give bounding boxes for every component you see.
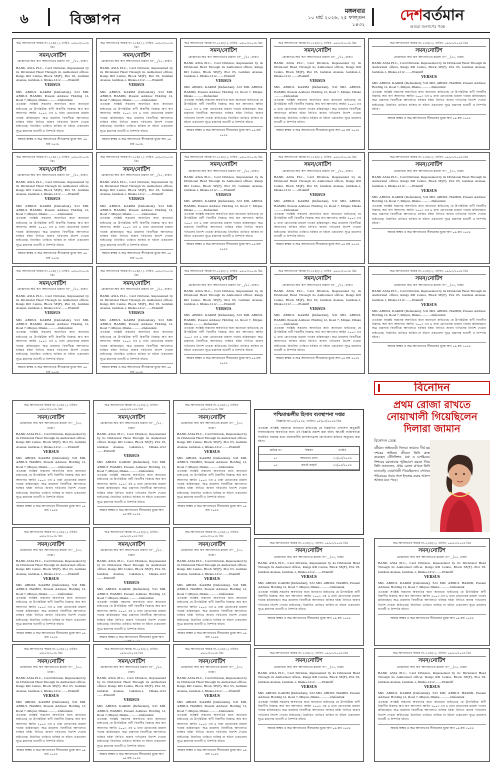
ad-defendant: MD. ABDUL KARIM (Defendant), S/O MD. ABDUL HAMID, Present Address: Holding 12, Road 7, Mirpur, Dhaka ............Defendant <box>274 85 361 98</box>
ad-body: এতদ্বারা সংশ্লিষ্ট সকলের অবগতির জন্য জানানো যাইতেছে যে উপরিউক্ত বাদী বিবাদীর বিরুদ্ধে অর্থ ঋণ আদালত আইন ২০০৩ এর ৬ ধারা মোতাবেক মামলা দায়ের করিয়াছেন। অত্র মামলায় বিবাদীকে আদালতে হাজির হইয়া লিখিত জবাব দাখিলের নির্দেশ দেওয়া যাইতেছে। নির্ধারিত তারিখে হাজির না হইলে একতরফা সূত্রে মামলার শুনানী ও নিষ্পত্তি হইবে। <box>100 216 173 247</box>
ad-plaintiff: BANK ASIA PLC., Card Division, Represented by its Divisional Head Through its Authorized officer, Rangs RD Centre, Block SE(F), Plot 03, Gulshan Avenue, Gulshan-1, Dhaka-1212 ........Plaintiff <box>177 676 247 693</box>
ad-court: মোকাদ্দমা অর্থ ঋণ আদালতের মামলা নং-__/২৫, ঢাকা। <box>188 54 259 59</box>
notice-subtitle: বিজ্ঞপ্তি নং-০৩/২০২৬, তারিখ: ০৮/০৩/২০২৬ খ্রিঃ <box>276 419 342 424</box>
ad-court: মোকাদ্দমা অর্থ ঋণ আদালতের মামলা নং-__/২৫, ঢাকা। <box>393 282 465 287</box>
ad-body: এতদ্বারা সংশ্লিষ্ট সকলের অবগতির জন্য জানানো যাইতেছে যে উপরিউক্ত বাদী বিবাদীর বিরুদ্ধে অর্থ ঋণ আদালত আইন ২০০৩ এর ৬ ধারা মোতাবেক মামলা দায়ের করিয়াছেন। অত্র মামলায় বিবাদীকে আদালতে হাজির হইয়া লিখিত জবাব দাখিলের নির্দেশ দেওয়া যাইতেছে। নির্ধারিত তারিখে হাজির না হইলে একতরফা সূত্রে মামলার শুনানী ও নিষ্পত্তি হইবে। <box>378 699 486 722</box>
court-summons-ad <box>173 400 251 525</box>
table-cell: আবেদন গ্রহণ <box>300 455 318 460</box>
ad-footer: আমার স্বাক্ষর ও অত্র আদালতের সীলমোহর যুক্তে অদ্য ০৯ মার্চ ২০২৬ <box>184 354 263 365</box>
page-number: ৬ <box>20 12 29 27</box>
ad-versus: VERSUS <box>44 310 61 316</box>
ad-plaintiff: BANK ASIA PLC., Card Division, Represented by its Divisional Head Through its Authorized officer, Rangs RD Centre, Block SE(F), Plot 03, Gulshan Avenue, Gulshan-1, Dhaka-1212 ........Plaintiff <box>274 61 361 78</box>
court-summons-ad <box>180 266 267 374</box>
court-summons-ad <box>93 400 170 525</box>
ad-ref-line: অত্র আদালতের স্মারক নং-২৫৪/(১), তারিখ: ০৯/০৩/২০২৬ খ্রিঃ <box>177 403 247 414</box>
ad-court: মোকাদ্দমা অর্থ ঋণ আদালতের মামলা নং-__/২৫, ঢাকা। <box>19 421 83 430</box>
ad-defendant: MD. ABDUL KARIM (Defendant), S/O MD. ABDUL HAMID, Present Address: Holding 12, Road 7, Mirpur, Dhaka ............Defendant <box>16 203 89 217</box>
ad-defendant: MD. ABDUL KARIM (Defendant), S/O MD. ABDUL HAMID, Present Address: Holding 12, Road 7, Mirpur, Dhaka ............Defendant <box>16 583 86 596</box>
ad-versus: VERSUS <box>301 683 317 689</box>
ad-versus: VERSUS <box>421 187 437 193</box>
court-summons-ad <box>12 152 93 264</box>
ad-defendant: MD. ABDUL KARIM (Defendant), S/O MD. ABDUL HAMID, Present Address: Holding 12, Road 7, Mirpur, Dhaka ............Defendant <box>372 195 486 204</box>
ad-ref-line: অত্র আদালতের স্মারক নং-২৫৪/(১), তারিখ: ০৯/০৩/২০২৬ খ্রিঃ <box>100 269 173 280</box>
ad-versus: VERSUS <box>43 692 59 698</box>
ad-court: মোকাদ্দমা অর্থ ঋণ আদালতের মামলা নং-__/২৫, ঢাকা। <box>180 421 244 430</box>
ad-body: এতদ্বারা সংশ্লিষ্ট সকলের অবগতির জন্য জানানো যাইতেছে যে উপরিউক্ত বাদী বিবাদীর বিরুদ্ধে অর্থ ঋণ আদালত আইন ২০০৩ এর ৬ ধারা মোতাবেক মামলা দায়ের করিয়াছেন। অত্র মামলায় বিবাদীকে আদালতে হাজির হইয়া লিখিত জবাব দাখিলের নির্দেশ দেওয়া যাইতেছে। নির্ধারিত তারিখে হাজির না হইলে একতরফা সূত্রে মামলার শুনানী ও নিষ্পত্তি হইবে। <box>97 473 166 504</box>
court-summons-ad <box>180 152 267 264</box>
ad-footer: আমার স্বাক্ষর ও অত্র আদালতের সীলমোহর যুক্তে অদ্য ০৯ মার্চ ২০২৬ <box>177 503 247 513</box>
ad-plaintiff: BANK ASIA PLC., Card Division, Represented by its Divisional Head Through its Authorized officer, Rangs RD Centre, Block SE(F), Plot 03, Gulshan Avenue, Gulshan-1, Dhaka-1212 ........Plaintiff <box>16 676 86 693</box>
ad-court: মোকাদ্দমা অর্থ ঋণ আদালতের মামলা নং-__/২৫, ঢাকা। <box>273 554 345 559</box>
ad-ref-line: অত্র আদালতের স্মারক নং-২৫৪/(১), তারিখ: ০৯/০৩/২০২৬ খ্রিঃ <box>372 269 486 275</box>
ad-defendant: MD. ABDUL KARIM (Defendant), S/O MD. ABDUL HAMID, Present Address: Holding 12, Road 7, Mirpur, Dhaka ............Defendant <box>16 89 89 103</box>
ad-defendant: MD. ABDUL KARIM (Defendant), S/O MD. ABDUL HAMID, Present Address: Holding 12, Road 7, Mirpur, Dhaka ............Defendant <box>177 583 247 596</box>
court-summons-ad <box>12 527 90 642</box>
ad-plaintiff: BANK ASIA PLC., Card Division, Represented by its Divisional Head Through its Authorized officer, Rangs RD Centre, Block SE(F), Plot 03, Gulshan Avenue, Gulshan-1, Dhaka-1212 ........Plaintiff <box>97 432 166 453</box>
ad-ref-line: অত্র আদালতের স্মারক নং-২৫৪/(১), তারিখ: ০৯/০৩/২০২৬ খ্রিঃ <box>16 647 86 658</box>
ad-title: সমন/নোটিশ <box>210 48 237 55</box>
ad-defendant: MD. ABDUL KARIM (Defendant), S/O MD. ABDUL HAMID, Present Address: Holding 12, Road 7, Mirpur, Dhaka ............Defendant <box>16 700 86 713</box>
ad-body: এতদ্বারা সংশ্লিষ্ট সকলের অবগতির জন্য জানানো যাইতেছে যে উপরিউক্ত বাদী বিবাদীর বিরুদ্ধে অর্থ ঋণ আদালত আইন ২০০৩ এর ৬ ধারা মোতাবেক মামলা দায়ের করিয়াছেন। অত্র মামলায় বিবাদীকে আদালতে হাজির হইয়া লিখিত জবাব দাখিলের নির্দেশ দেওয়া যাইতেছে। নির্ধারিত তারিখে হাজির না হইলে একতরফা সূত্রে মামলার শুনানী ও নিষ্পত্তি হইবে। <box>184 212 263 239</box>
header-rule <box>12 32 490 33</box>
ad-body: এতদ্বারা সংশ্লিষ্ট সকলের অবগতির জন্য জানানো যাইতেছে যে উপরিউক্ত বাদী বিবাদীর বিরুদ্ধে অর্থ ঋণ আদালত আইন ২০০৩ এর ৬ ধারা মোতাবেক মামলা দায়ের করিয়াছেন। অত্র মামলায় বিবাদীকে আদালতে হাজির হইয়া লিখিত জবাব দাখিলের নির্দেশ দেওয়া যাইতেছে। নির্ধারিত তারিখে হাজির না হইলে একতরফা সূত্রে মামলার শুনানী ও নিষ্পত্তি হইবে। <box>100 102 173 133</box>
ad-plaintiff: BANK ASIA PLC., Card Division, Represented by its Divisional Head Through its Authorized officer, Rangs RD Centre, Block SE(F), Plot 03, Gulshan Avenue, Gulshan-1, Dhaka-1212 ........Plaintiff <box>100 293 173 311</box>
ad-court: মোকাদ্দমা অর্থ ঋণ আদালতের মামলা নং-__/২৫, ঢাকা। <box>180 548 244 557</box>
ad-versus: VERSUS <box>128 310 145 316</box>
ad-title: সমন/নোটিশ <box>198 414 226 421</box>
ad-court: মোকাদ্দমা অর্থ ঋণ আদালতের মামলা নং-__/২৫, ঢাকা। <box>100 665 163 674</box>
ad-title: সমন/নোটিশ <box>39 166 66 173</box>
ad-court: মোকাদ্দমা অর্থ ঋণ আদালতের মামলা নং-__/২৫, ঢাকা। <box>101 173 172 178</box>
ad-footer: আমার স্বাক্ষর ও অত্র আদালতের সীলমোহর যুক্তে অদ্য ০৯ মার্চ ২০২৬ <box>17 365 88 374</box>
ad-court: মোকাদ্দমা অর্থ ঋণ আদালতের মামলা নং-__/২৫, ঢাকা। <box>100 421 163 430</box>
court-summons-ad <box>270 38 365 150</box>
ad-title: সমন/নোটিশ <box>118 414 145 421</box>
ad-ref-line: অত্র আদালতের স্মারক নং-২৫৪/(১), তারিখ: ০৯/০৩/২০২৬ খ্রিঃ <box>16 530 86 541</box>
ad-footer: আমার স্বাক্ষর ও অত্র আদালতের সীলমোহর যুক্তে অদ্য ০৯ মার্চ ২০২৬ <box>372 228 486 234</box>
ad-title: সমন/নোটিশ <box>123 52 150 59</box>
feature-byline: বিনোদন ডেস্ক <box>374 438 396 443</box>
ad-versus: VERSUS <box>421 301 437 307</box>
ad-versus: VERSUS <box>123 697 140 703</box>
ad-plaintiff: BANK ASIA PLC., Card Division, Represented by its Divisional Head Through its Authorized officer, Rangs RD Centre, Block SE(F), Plot 03, Gulshan Avenue, Gulshan-1, Dhaka-1212 ........Plaintiff <box>372 289 486 302</box>
court-summons-ad <box>368 152 490 264</box>
ad-title: সমন/নোটিশ <box>123 166 150 173</box>
ad-plaintiff: BANK ASIA PLC., Card Division, Represented by its Divisional Head Through its Authorized officer, Rangs RD Centre, Block SE(F), Plot 03, Gulshan Avenue, Gulshan-1, Dhaka-1212 ........Plaintiff <box>274 175 361 192</box>
ad-body: এতদ্বারা সংশ্লিষ্ট সকলের অবগতির জন্য জানানো যাইতেছে যে উপরিউক্ত বাদী বিবাদীর বিরুদ্ধে অর্থ ঋণ আদালত আইন ২০০৩ এর ৬ ধারা মোতাবেক মামলা দায়ের করিয়াছেন। অত্র মামলায় বিবাদীকে আদালতে হাজির হইয়া লিখিত জবাব দাখিলের নির্দেশ দেওয়া যাইতেছে। নির্ধারিত তারিখে হাজির না হইলে একতরফা সূত্রে মামলার শুনানী ও নিষ্পত্তি হইবে। <box>378 589 486 612</box>
ad-ref-line: অত্র আদালতের স্মারক নং-২৫৪/(১), তারিখ: ০৯/০৩/২০২৬ খ্রিঃ <box>184 269 263 275</box>
ad-versus: VERSUS <box>215 78 232 84</box>
actress-photo <box>430 440 490 532</box>
ad-court: মোকাদ্দমা অর্থ ঋণ আদালতের মামলা নং-__/২৫, ঢাকা। <box>393 168 465 173</box>
ad-body: এতদ্বারা সংশ্লিষ্ট সকলের অবগতির জন্য জানানো যাইতেছে যে উপরিউক্ত বাদী বিবাদীর বিরুদ্ধে অর্থ ঋণ আদালত আইন ২০০৩ এর ৬ ধারা মোতাবেক মামলা দায়ের করিয়াছেন। অত্র মামলায় বিবাদীকে আদালতে হাজির হইয়া লিখিত জবাব দাখিলের নির্দেশ দেওয়া যাইতেছে। নির্ধারিত তারিখে হাজির না হইলে একতরফা সূত্রে মামলার শুনানী ও নিষ্পত্তি হইবে। <box>258 699 360 722</box>
ad-title: সমন/নোটিশ <box>210 162 237 169</box>
ad-ref-line: অত্র আদালতের স্মারক নং-২৫৪/(১), তারিখ: ০৯/০৩/২০২৬ খ্রিঃ <box>97 403 166 414</box>
ad-defendant: MD. ABDUL KARIM (Defendant), S/O MD. ABDUL HAMID, Present Address: Holding 12, Road 7, Mirpur, Dhaka ............Defendant <box>378 691 486 700</box>
ad-defendant: MD. ABDUL KARIM (Defendant), S/O MD. ABDUL HAMID, Present Address: Holding 12, Road 7, Mirpur, Dhaka ............Defendant <box>372 309 486 318</box>
ad-plaintiff: BANK ASIA PLC., Card Division, Represented by its Divisional Head Through its Authorized officer, Rangs RD Centre, Block SE(F), Plot 03, Gulshan Avenue, Gulshan-1, Dhaka-1212 ........Plaintiff <box>177 559 247 576</box>
ad-body: এতদ্বারা সংশ্লিষ্ট সকলের অবগতির জন্য জানানো যাইতেছে যে উপরিউক্ত বাদী বিবাদীর বিরুদ্ধে অর্থ ঋণ আদালত আইন ২০০৩ এর ৬ ধারা মোতাবেক মামলা দায়ের করিয়াছেন। অত্র মামলায় বিবাদীকে আদালতে হাজির হইয়া লিখিত জবাব দাখিলের নির্দেশ দেওয়া যাইতেছে। নির্ধারিত তারিখে হাজির না হইলে একতরফা সূত্রে মামলার শুনানী ও নিষ্পত্তি হইবে। <box>274 98 361 125</box>
ad-title: সমন/নোটিশ <box>198 658 226 665</box>
ad-body: এতদ্বারা সংশ্লিষ্ট সকলের অবগতির জন্য জানানো যাইতেছে যে উপরিউক্ত বাদী বিবাদীর বিরুদ্ধে অর্থ ঋণ আদালত আইন ২০০৩ এর ৬ ধারা মোতাবেক মামলা দায়ের করিয়াছেন। অত্র মামলায় বিবাদীকে আদালতে হাজির হইয়া লিখিত জবাব দাখিলের নির্দেশ দেওয়া যাইতেছে। নির্ধারিত তারিখে হাজির না হইলে একতরফা সূত্রে মামলার শুনানী ও নিষ্পত্তি হইবে। <box>274 212 361 239</box>
court-summons-ad <box>12 266 93 374</box>
ad-versus: VERSUS <box>204 448 220 454</box>
ad-ref-line: অত্র আদালতের স্মারক নং-২৫৪/(১), তারিখ: ০৯/০৩/২০২৬ খ্রিঃ <box>378 541 486 547</box>
court-summons-ad <box>12 38 93 150</box>
notice-title: পশ্চিমাঞ্চলীয় হিসাব ব্যবস্থাপনা দপ্তর <box>273 412 345 418</box>
ad-defendant: MD. ABDUL KARIM (Defendant), S/O MD. ABDUL HAMID, Present Address: Holding 12, Road 7, Mirpur, Dhaka ............Defendant <box>274 313 361 326</box>
ad-title: সমন/নোটিশ <box>418 658 446 665</box>
ad-court: মোকাদ্দমা অর্থ ঋণ আদালতের মামলা নং-__/২৫, ঢাকা। <box>188 168 259 173</box>
ad-ref-line: অত্র আদালতের স্মারক নং-২৫৪/(১), তারিখ: ০৯/০৩/২০২৬ খ্রিঃ <box>177 647 247 658</box>
court-summons-ad <box>96 152 177 264</box>
header-divider <box>372 8 374 26</box>
court-summons-ad <box>96 38 177 150</box>
dateline <box>295 8 365 29</box>
banner-accent <box>378 384 380 392</box>
table-cell: তারিখ <box>338 448 347 453</box>
ad-ref-line: অত্র আদালতের স্মারক নং-২৫৪/(১), তারিখ: ০৯/০৩/২০২৬ খ্রিঃ <box>100 41 173 52</box>
ad-versus: VERSUS <box>44 82 61 88</box>
ad-court: মোকাদ্দমা অর্থ ঋণ আদালতের মামলা নং-__/২৫, ঢাকা। <box>273 664 345 669</box>
court-summons-ad <box>96 266 177 374</box>
ad-ref-line: অত্র আদালতের স্মারক নং-২৫৪/(১), তারিখ: ০৯/০৩/২০২৬ খ্রিঃ <box>16 269 89 280</box>
ad-plaintiff: BANK ASIA PLC., Card Division, Represented by its Divisional Head Through its Authorized officer, Rangs RD Centre, Block SE(F), Plot 03, Gulshan Avenue, Gulshan-1, Dhaka-1212 ........Plaintiff <box>16 432 86 449</box>
ad-footer: আমার স্বাক্ষর ও অত্র আদালতের সীলমোহর যুক্তে অদ্য ০৯ মার্চ ২০২৬ <box>258 724 360 730</box>
ad-defendant: MD. ABDUL KARIM (Defendant), S/O MD. ABDUL HAMID, Present Address: Holding 12, Road 7, Mirpur, Dhaka ............Defendant <box>258 691 360 700</box>
table-row <box>259 462 359 469</box>
ad-court: মোকাদ্দমা অর্থ ঋণ আদালতের মামলা নং-__/২৫, ঢাকা। <box>17 287 88 292</box>
ad-versus: VERSUS <box>215 192 232 198</box>
ad-plaintiff: BANK ASIA PLC., Card Division, Represented by its Divisional Head Through its Authorized officer, Rangs RD Centre, Block SE(F), Plot 03, Gulshan Avenue, Gulshan-1, Dhaka-1212 ........Plaintiff <box>258 561 360 574</box>
ad-ref-line: অত্র আদালতের স্মারক নং-২৫৪/(১), তারিখ: ০৯/০৩/২০২৬ খ্রিঃ <box>97 647 166 658</box>
ad-title: সমন/নোটিশ <box>304 48 331 55</box>
ad-title: সমন/নোটিশ <box>418 548 446 555</box>
ad-plaintiff: BANK ASIA PLC., Card Division, Represented by its Divisional Head Through its Authorized officer, Rangs RD Centre, Block SE(F), Plot 03, Gulshan Avenue, Gulshan-1, Dhaka-1212 ........Plaintiff <box>16 179 89 197</box>
notice-table <box>258 446 360 470</box>
court-summons-ad <box>374 648 490 762</box>
ad-versus: VERSUS <box>309 192 326 198</box>
government-notice <box>254 409 364 535</box>
ad-court: মোকাদ্দমা অর্থ ঋণ আদালতের মামলা নং-__/২৫, ঢাকা। <box>100 548 163 557</box>
ad-ref-line: অত্র আদালতের স্মারক নং-২৫৪/(১), তারিখ: ০৯/০৩/২০২৬ খ্রিঃ <box>274 269 361 275</box>
court-summons-ad <box>374 538 490 646</box>
header-divider <box>48 8 50 26</box>
ad-ref-line: অত্র আদালতের স্মারক নং-২৫৪/(১), তারিখ: ০৯/০৩/২০২৬ খ্রিঃ <box>16 41 89 52</box>
ad-footer: আমার স্বাক্ষর ও অত্র আদালতের সীলমোহর যুক্তে অদ্য ০৯ মার্চ ২০২৬ <box>97 750 166 761</box>
ad-court: মোকাদ্দমা অর্থ ঋণ আদালতের মামলা নং-__/২৫, ঢাকা। <box>282 168 353 173</box>
section-banner-binodon <box>374 381 490 395</box>
ad-footer: আমার স্বাক্ষর ও অত্র আদালতের সীলমোহর যুক্তে অদ্য ০৯ মার্চ ২০২৬ <box>101 365 172 374</box>
ad-plaintiff: BANK ASIA PLC., Card Division, Represented by its Divisional Head Through its Authorized officer, Rangs RD Centre, Block SE(F), Plot 03, Gulshan Avenue, Gulshan-1, Dhaka-1212 ........Plaintiff <box>378 671 486 684</box>
court-summons-ad <box>12 400 90 525</box>
ad-ref-line: অত্র আদালতের স্মারক নং-২৫৪/(১), তারিখ: ০৯/০৩/২০২৬ খ্রিঃ <box>16 403 86 414</box>
ad-body: এতদ্বারা সংশ্লিষ্ট সকলের অবগতির জন্য জানানো যাইতেছে যে উপরিউক্ত বাদী বিবাদীর বিরুদ্ধে অর্থ ঋণ আদালত আইন ২০০৩ এর ৬ ধারা মোতাবেক মামলা দায়ের করিয়াছেন। অত্র মামলায় বিবাদীকে আদালতে হাজির হইয়া লিখিত জবাব দাখিলের নির্দেশ দেওয়া যাইতেছে। নির্ধারিত তারিখে হাজির না হইলে একতরফা সূত্রে মামলার শুনানী ও নিষ্পত্তি হইবে। <box>184 326 263 353</box>
masthead-tagline: আমরা জনগণের পক্ষে <box>410 24 446 29</box>
ad-versus: VERSUS <box>215 306 232 312</box>
ad-court: মোকাদ্দমা অর্থ ঋণ আদালতের মামলা নং-__/২৫, ঢাকা। <box>19 548 83 557</box>
ad-defendant: MD. ABDUL KARIM (Defendant), S/O MD. ABDUL HAMID, Present Address: Holding 12, Road 7, Mirpur, Dhaka ............Defendant <box>184 313 263 326</box>
ad-plaintiff: BANK ASIA PLC., Card Division, Represented by its Divisional Head Through its Authorized officer, Rangs RD Centre, Block SE(F), Plot 03, Gulshan Avenue, Gulshan-1, Dhaka-1212 ........Plaintiff <box>184 175 263 192</box>
ad-plaintiff: BANK ASIA PLC., Card Division, Represented by its Divisional Head Through its Authorized officer, Rangs RD Centre, Block SE(F), Plot 03, Gulshan Avenue, Gulshan-1, Dhaka-1212 ........Plaintiff <box>97 676 166 697</box>
table-cell: ০১ <box>273 455 278 460</box>
ad-body: এতদ্বারা সংশ্লিষ্ট সকলের অবগতির জন্য জানানো যাইতেছে যে উপরিউক্ত বাদী বিবাদীর বিরুদ্ধে অর্থ ঋণ আদালত আইন ২০০৩ এর ৬ ধারা মোতাবেক মামলা দায়ের করিয়াছেন। অত্র মামলায় বিবাদীকে আদালতে হাজির হইয়া লিখিত জবাব দাখিলের নির্দেশ দেওয়া যাইতেছে। নির্ধারিত তারিখে হাজির না হইলে একতরফা সূত্রে মামলার শুনানী ও নিষ্পত্তি হইবে। <box>16 468 86 500</box>
ad-plaintiff: BANK ASIA PLC., Card Division, Represented by its Divisional Head Through its Authorized officer, Rangs RD Centre, Block SE(F), Plot 03, Gulshan Avenue, Gulshan-1, Dhaka-1212 ........Plaintiff <box>378 561 486 574</box>
ad-versus: VERSUS <box>128 196 145 202</box>
ad-plaintiff: BANK ASIA PLC., Card Division, Represented by its Divisional Head Through its Authorized officer, Rangs RD Centre, Block SE(F), Plot 03, Gulshan Avenue, Gulshan-1, Dhaka-1212 ........Plaintiff <box>100 65 173 83</box>
court-summons-ad <box>270 266 365 374</box>
page-header <box>0 0 500 38</box>
court-summons-ad <box>93 644 170 762</box>
ad-body: এতদ্বারা সংশ্লিষ্ট সকলের অবগতির জন্য জানানো যাইতেছে যে উপরিউক্ত বাদী বিবাদীর বিরুদ্ধে অর্থ ঋণ আদালত আইন ২০০৩ এর ৬ ধারা মোতাবেক মামলা দায়ের করিয়াছেন। অত্র মামলায় বিবাদীকে আদালতে হাজির হইয়া লিখিত জবাব দাখিলের নির্দেশ দেওয়া যাইতেছে। নির্ধারিত তারিখে হাজির না হইলে একতরফা সূত্রে মামলার শুনানী ও নিষ্পত্তি হইবে। <box>97 717 166 748</box>
ad-footer: আমার স্বাক্ষর ও অত্র আদালতের সীলমোহর যুক্তে অদ্য ০৯ মার্চ ২০২৬ <box>16 503 86 513</box>
court-summons-ad <box>93 527 170 642</box>
ad-title: সমন/নোটিশ <box>210 276 237 283</box>
ad-ref-line: অত্র আদালতের স্মারক নং-২৫৪/(১), তারিখ: ০৯/০৩/২০২৬ খ্রিঃ <box>274 41 361 47</box>
ad-versus: VERSUS <box>301 573 317 579</box>
ad-versus: VERSUS <box>43 575 59 581</box>
ad-plaintiff: BANK ASIA PLC., Card Division, Represented by its Divisional Head Through its Authorized officer, Rangs RD Centre, Block SE(F), Plot 03, Gulshan Avenue, Gulshan-1, Dhaka-1212 ........Plaintiff <box>372 175 486 188</box>
court-summons-ad <box>173 644 251 762</box>
ad-body: এতদ্বারা সংশ্লিষ্ট সকলের অবগতির জন্য জানানো যাইতেছে যে উপরিউক্ত বাদী বিবাদীর বিরুদ্ধে অর্থ ঋণ আদালত আইন ২০০৩ এর ৬ ধারা মোতাবেক মামলা দায়ের করিয়াছেন। অত্র মামলায় বিবাদীকে আদালতে হাজির হইয়া লিখিত জবাব দাখিলের নির্দেশ দেওয়া যাইতেছে। নির্ধারিত তারিখে হাজির না হইলে একতরফা সূত্রে মামলার শুনানী ও নিষ্পত্তি হইবে। <box>97 600 166 631</box>
ad-footer: আমার স্বাক্ষর ও অত্র আদালতের সীলমোহর যুক্তে অদ্য ০৯ মার্চ ২০২৬ <box>378 724 486 730</box>
ad-footer: আমার স্বাক্ষর ও অত্র আদালতের সীলমোহর যুক্তে অদ্য ০৯ মার্চ ২০২৬ <box>184 240 263 251</box>
ad-footer: আমার স্বাক্ষর ও অত্র আদালতের সীলমোহর যুক্তে অদ্য ০৯ মার্চ ২০২৬ <box>16 747 86 757</box>
ad-versus: VERSUS <box>123 580 140 586</box>
ad-title: সমন/নোটিশ <box>415 48 443 55</box>
ad-footer: আমার স্বাক্ষর ও অত্র আদালতের সীলমোহর যুক্তে অদ্য ০৯ মার্চ ২০২৬ <box>101 251 172 260</box>
ad-title: সমন/নোটিশ <box>304 276 331 283</box>
court-summons-ad <box>368 266 490 374</box>
feature-headline[interactable]: প্রথম রোজা রাখতে নোয়াখালী গিয়েছিলেন দিলারা জামান <box>386 400 478 435</box>
ad-ref-line: অত্র আদালতের স্মারক নং-২৫৪/(১), তারিখ: ০৯/০৩/২০২৬ খ্রিঃ <box>184 41 263 47</box>
ad-court: মোকাদ্দমা অর্থ ঋণ আদালতের মামলা নং-__/২৫, ঢাকা। <box>393 54 465 59</box>
ad-body: এতদ্বারা সংশ্লিষ্ট সকলের অবগতির জন্য জানানো যাইতেছে যে উপরিউক্ত বাদী বিবাদীর বিরুদ্ধে অর্থ ঋণ আদালত আইন ২০০৩ এর ৬ ধারা মোতাবেক মামলা দায়ের করিয়াছেন। অত্র মামলায় বিবাদীকে আদালতে হাজির হইয়া লিখিত জবাব দাখিলের নির্দেশ দেওয়া যাইতেছে। নির্ধারিত তারিখে হাজির না হইলে একতরফা সূত্রে মামলার শুনানী ও নিষ্পত্তি হইবে। <box>372 317 486 340</box>
ad-body: এতদ্বারা সংশ্লিষ্ট সকলের অবগতির জন্য জানানো যাইতেছে যে উপরিউক্ত বাদী বিবাদীর বিরুদ্ধে অর্থ ঋণ আদালত আইন ২০০৩ এর ৬ ধারা মোতাবেক মামলা দায়ের করিয়াছেন। অত্র মামলায় বিবাদীকে আদালতে হাজির হইয়া লিখিত জবাব দাখিলের নির্দেশ দেওয়া যাইতেছে। নির্ধারিত তারিখে হাজির না হইলে একতরফা সূত্রে মামলার শুনানী ও নিষ্পত্তি হইবে। <box>16 216 89 247</box>
ad-plaintiff: BANK ASIA PLC., Card Division, Represented by its Divisional Head Through its Authorized officer, Rangs RD Centre, Block SE(F), Plot 03, Gulshan Avenue, Gulshan-1, Dhaka-1212 ........Plaintiff <box>16 559 86 576</box>
ad-defendant: MD. ABDUL KARIM (Defendant), S/O MD. ABDUL HAMID, Present Address: Holding 12, Road 7, Mirpur, Dhaka ............Defendant <box>184 85 263 98</box>
ad-body: এতদ্বারা সংশ্লিষ্ট সকলের অবগতির জন্য জানানো যাইতেছে যে উপরিউক্ত বাদী বিবাদীর বিরুদ্ধে অর্থ ঋণ আদালত আইন ২০০৩ এর ৬ ধারা মোতাবেক মামলা দায়ের করিয়াছেন। অত্র মামলায় বিবাদীকে আদালতে হাজির হইয়া লিখিত জবাব দাখিলের নির্দেশ দেওয়া যাইতেছে। নির্ধারিত তারিখে হাজির না হইলে একতরফা সূত্রে মামলার শুনানী ও নিষ্পত্তি হইবে। <box>177 712 247 744</box>
ad-body: এতদ্বারা সংশ্লিষ্ট সকলের অবগতির জন্য জানানো যাইতেছে যে উপরিউক্ত বাদী বিবাদীর বিরুদ্ধে অর্থ ঋণ আদালত আইন ২০০৩ এর ৬ ধারা মোতাবেক মামলা দায়ের করিয়াছেন। অত্র মামলায় বিবাদীকে আদালতে হাজির হইয়া লিখিত জবাব দাখিলের নির্দেশ দেওয়া যাইতেছে। নির্ধারিত তারিখে হাজির না হইলে একতরফা সূত্রে মামলার শুনানী ও নিষ্পত্তি হইবে। <box>177 468 247 500</box>
ad-footer: আমার স্বাক্ষর ও অত্র আদালতের সীলমোহর যুক্তে অদ্য ০৯ মার্চ ২০২৬ <box>101 137 172 146</box>
ad-body: এতদ্বারা সংশ্লিষ্ট সকলের অবগতির জন্য জানানো যাইতেছে যে উপরিউক্ত বাদী বিবাদীর বিরুদ্ধে অর্থ ঋণ আদালত আইন ২০০৩ এর ৬ ধারা মোতাবেক মামলা দায়ের করিয়াছেন। অত্র মামলায় বিবাদীকে আদালতে হাজির হইয়া লিখিত জবাব দাখিলের নির্দেশ দেওয়া যাইতেছে। নির্ধারিত তারিখে হাজির না হইলে একতরফা সূত্রে মামলার শুনানী ও নিষ্পত্তি হইবে। <box>372 203 486 226</box>
ad-defendant: MD. ABDUL KARIM (Defendant), S/O MD. ABDUL HAMID, Present Address: Holding 12, Road 7, Mirpur, Dhaka ............Defendant <box>258 581 360 590</box>
ad-defendant: MD. ABDUL KARIM (Defendant), S/O MD. ABDUL HAMID, Present Address: Holding 12, Road 7, Mirpur, Dhaka ............Defendant <box>100 317 173 331</box>
ad-versus: VERSUS <box>123 453 140 459</box>
ad-plaintiff: BANK ASIA PLC., Card Division, Represented by its Divisional Head Through its Authorized officer, Rangs RD Centre, Block SE(F), Plot 03, Gulshan Avenue, Gulshan-1, Dhaka-1212 ........Plaintiff <box>97 559 166 580</box>
ad-footer: আমার স্বাক্ষর ও অত্র আদালতের সীলমোহর যুক্তে অদ্য ০৯ মার্চ ২০২৬ <box>177 630 247 640</box>
dateline-day: মঙ্গলবার <box>344 8 365 15</box>
ad-body: এতদ্বারা সংশ্লিষ্ট সকলের অবগতির জন্য জানানো যাইতেছে যে উপরিউক্ত বাদী বিবাদীর বিরুদ্ধে অর্থ ঋণ আদালত আইন ২০০৩ এর ৬ ধারা মোতাবেক মামলা দায়ের করিয়াছেন। অত্র মামলায় বিবাদীকে আদালতে হাজির হইয়া লিখিত জবাব দাখিলের নির্দেশ দেওয়া যাইতেছে। নির্ধারিত তারিখে হাজির না হইলে একতরফা সূত্রে মামলার শুনানী ও নিষ্পত্তি হইবে। <box>258 589 360 612</box>
ad-ref-line: অত্র আদালতের স্মারক নং-২৫৪/(১), তারিখ: ০৯/০৩/২০২৬ খ্রিঃ <box>372 155 486 161</box>
dateline-date: ১০ মার্চ ২০২৬, ২৫ ফাল্গুন ১৪৩২ <box>307 15 365 28</box>
court-summons-ad <box>270 152 365 264</box>
ad-ref-line: অত্র আদালতের স্মারক নং-২৫৪/(১), তারিখ: ০৯/০৩/২০২৬ খ্রিঃ <box>100 155 173 166</box>
ad-ref-line: অত্র আদালতের স্মারক নং-২৫৪/(১), তারিখ: ০৯/০৩/২০২৬ খ্রিঃ <box>274 155 361 161</box>
ad-versus: VERSUS <box>309 78 326 84</box>
ad-versus: VERSUS <box>204 575 220 581</box>
ad-court: মোকাদ্দমা অর্থ ঋণ আদালতের মামলা নং-__/২৫, ঢাকা। <box>282 282 353 287</box>
binodon-label: বিনোদন <box>414 381 450 394</box>
ad-versus: VERSUS <box>424 573 440 579</box>
ad-ref-line: অত্র আদালতের স্মারক নং-২৫৪/(১), তারিখ: ০৯/০৩/২০২৬ খ্রিঃ <box>378 651 486 657</box>
ad-plaintiff: BANK ASIA PLC., Card Division, Represented by its Divisional Head Through its Authorized officer, Rangs RD Centre, Block SE(F), Plot 03, Gulshan Avenue, Gulshan-1, Dhaka-1212 ........Plaintiff <box>372 61 486 74</box>
ad-versus: VERSUS <box>421 73 437 79</box>
ad-court: মোকাদ্দমা অর্থ ঋণ আদালতের মামলা নং-__/২৫, ঢাকা। <box>180 665 244 674</box>
ad-title: সমন/নোটিশ <box>415 162 443 169</box>
ad-versus: VERSUS <box>128 82 145 88</box>
ad-defendant: MD. ABDUL KARIM (Defendant), S/O MD. ABDUL HAMID, Present Address: Holding 12, Road 7, Mirpur, Dhaka ............Defendant <box>97 704 166 717</box>
ad-footer: আমার স্বাক্ষর ও অত্র আদালতের সীলমোহর যুক্তে অদ্য ০৯ মার্চ ২০২৬ <box>372 114 486 120</box>
ad-footer: আমার স্বাক্ষর ও অত্র আদালতের সীলমোহর যুক্তে অদ্য ০৯ মার্চ ২০২৬ <box>275 242 360 247</box>
ad-title: সমন/নোটিশ <box>39 52 66 59</box>
ad-title: সমন/নোটিশ <box>304 162 331 169</box>
ad-body: এতদ্বারা সংশ্লিষ্ট সকলের অবগতির জন্য জানানো যাইতেছে যে উপরিউক্ত বাদী বিবাদীর বিরুদ্ধে অর্থ ঋণ আদালত আইন ২০০৩ এর ৬ ধারা মোতাবেক মামলা দায়ের করিয়াছেন। অত্র মামলায় বিবাদীকে আদালতে হাজির হইয়া লিখিত জবাব দাখিলের নির্দেশ দেওয়া যাইতেছে। নির্ধারিত তারিখে হাজির না হইলে একতরফা সূত্রে মামলার শুনানী ও নিষ্পত্তি হইবে। <box>100 330 173 361</box>
ad-court: মোকাদ্দমা অর্থ ঋণ আদালতের মামলা নং-__/২৫, ঢাকা। <box>19 665 83 674</box>
table-cell: বিবরণ <box>304 448 314 453</box>
ad-footer: আমার স্বাক্ষর ও অত্র আদালতের সীলমোহর যুক্তে অদ্য ০৯ মার্চ ২০২৬ <box>17 137 88 146</box>
ad-ref-line: অত্র আদালতের স্মারক নং-২৫৪/(১), তারিখ: ০৯/০৩/২০২৬ খ্রিঃ <box>258 651 360 657</box>
ad-plaintiff: BANK ASIA PLC., Card Division, Represented by its Divisional Head Through its Authorized officer, Rangs RD Centre, Block SE(F), Plot 03, Gulshan Avenue, Gulshan-1, Dhaka-1212 ........Plaintiff <box>177 432 247 449</box>
court-summons-ad <box>368 38 490 150</box>
ad-plaintiff: BANK ASIA PLC., Card Division, Represented by its Divisional Head Through its Authorized officer, Rangs RD Centre, Block SE(F), Plot 03, Gulshan Avenue, Gulshan-1, Dhaka-1212 ........Plaintiff <box>16 65 89 83</box>
ad-court: মোকাদ্দমা অর্থ ঋণ আদালতের মামলা নং-__/২৫, ঢাকা। <box>396 664 468 669</box>
court-summons-ad <box>12 644 90 762</box>
ad-plaintiff: BANK ASIA PLC., Card Division, Represented by its Divisional Head Through its Authorized officer, Rangs RD Centre, Block SE(F), Plot 03, Gulshan Avenue, Gulshan-1, Dhaka-1212 ........Plaintiff <box>100 179 173 197</box>
ad-versus: VERSUS <box>43 448 59 454</box>
portrait-illustration <box>430 440 490 532</box>
feature-body: বর্ষীয়ান অভিনেত্রী দিলারা জামান। দীর্ঘ ছয় দশকের অভিনয় জীবনে তিনি কাজ করেছেন টেলিভিশন, মঞ্চ ও চলচ্চিত্রে। শৈশবের রমজানের স্মৃতিচারণ করতে গিয়ে তিনি জানালেন, প্রথম রোজা রাখতে তিনি নানাবাড়ি নোয়াখালী গিয়েছিলেন। সেখানে পরিবারের সবার সঙ্গে ইফতার করার আনন্দ আজও মনে পড়ে। <box>374 446 430 483</box>
ad-defendant: MD. ABDUL KARIM (Defendant), S/O MD. ABDUL HAMID, Present Address: Holding 12, Road 7, Mirpur, Dhaka ............Defendant <box>274 199 361 212</box>
table-cell: ক্রমিক নং <box>269 448 282 453</box>
ad-court: মোকাদ্দমা অর্থ ঋণ আদালতের মামলা নং-__/২৫, ঢাকা। <box>17 59 88 64</box>
ad-plaintiff: BANK ASIA PLC., Card Division, Represented by its Divisional Head Through its Authorized officer, Rangs RD Centre, Block SE(F), Plot 03, Gulshan Avenue, Gulshan-1, Dhaka-1212 ........Plaintiff <box>258 671 360 684</box>
ad-footer: আমার স্বাক্ষর ও অত্র আদালতের সীলমোহর যুক্তে অদ্য ০৯ মার্চ ২০২৬ <box>184 126 263 137</box>
ad-body: এতদ্বারা সংশ্লিষ্ট সকলের অবগতির জন্য জানানো যাইতেছে যে উপরিউক্ত বাদী বিবাদীর বিরুদ্ধে অর্থ ঋণ আদালত আইন ২০০৩ এর ৬ ধারা মোতাবেক মামলা দায়ের করিয়াছেন। অত্র মামলায় বিবাদীকে আদালতে হাজির হইয়া লিখিত জবাব দাখিলের নির্দেশ দেওয়া যাইতেছে। নির্ধারিত তারিখে হাজির না হইলে একতরফা সূত্রে মামলার শুনানী ও নিষ্পত্তি হইবে। <box>274 326 361 353</box>
ad-body: এতদ্বারা সংশ্লিষ্ট সকলের অবগতির জন্য জানানো যাইতেছে যে উপরিউক্ত বাদী বিবাদীর বিরুদ্ধে অর্থ ঋণ আদালত আইন ২০০৩ এর ৬ ধারা মোতাবেক মামলা দায়ের করিয়াছেন। অত্র মামলায় বিবাদীকে আদালতে হাজির হইয়া লিখিত জবাব দাখিলের নির্দেশ দেওয়া যাইতেছে। নির্ধারিত তারিখে হাজির না হইলে একতরফা সূত্রে মামলার শুনানী ও নিষ্পত্তি হইবে। <box>184 98 263 125</box>
ad-footer: আমার স্বাক্ষর ও অত্র আদালতের সীলমোহর যুক্তে অদ্য ০৯ মার্চ ২০২৬ <box>16 630 86 640</box>
court-summons-ad <box>180 38 267 150</box>
ad-defendant: MD. ABDUL KARIM (Defendant), S/O MD. ABDUL HAMID, Present Address: Holding 12, Road 7, Mirpur, Dhaka ............Defendant <box>100 203 173 217</box>
logo-dark: বর্তমান <box>422 6 465 24</box>
court-summons-ad <box>254 538 364 646</box>
ad-defendant: MD. ABDUL KARIM (Defendant), S/O MD. ABDUL HAMID, Present Address: Holding 12, Road 7, Mirpur, Dhaka ............Defendant <box>97 460 166 473</box>
ad-title: সমন/নোটিশ <box>198 541 226 548</box>
ad-ref-line: অত্র আদালতের স্মারক নং-২৫৪/(১), তারিখ: ০৯/০৩/২০২৬ খ্রিঃ <box>258 541 360 547</box>
ad-defendant: MD. ABDUL KARIM (Defendant), S/O MD. ABDUL HAMID, Present Address: Holding 12, Road 7, Mirpur, Dhaka ............Defendant <box>372 81 486 90</box>
ad-title: সমন/নোটিশ <box>415 276 443 283</box>
logo-red: দেশ <box>400 6 423 24</box>
ad-court: মোকাদ্দমা অর্থ ঋণ আদালতের মামলা নং-__/২৫, ঢাকা। <box>188 282 259 287</box>
ad-title: সমন/নোটিশ <box>37 658 65 665</box>
court-summons-ad <box>173 527 251 642</box>
ad-ref-line: অত্র আদালতের স্মারক নং-২৫৪/(১), তারিখ: ০৯/০৩/২০২৬ খ্রিঃ <box>177 530 247 541</box>
ad-footer: আমার স্বাক্ষর ও অত্র আদালতের সীলমোহর যুক্তে অদ্য ০৯ মার্চ ২০২৬ <box>275 128 360 133</box>
ad-footer: আমার স্বাক্ষর ও অত্র আদালতের সীলমোহর যুক্তে অদ্য ০৯ মার্চ ২০২৬ <box>97 633 166 642</box>
ad-versus: VERSUS <box>204 692 220 698</box>
ad-plaintiff: BANK ASIA PLC., Card Division, Represented by its Divisional Head Through its Authorized officer, Rangs RD Centre, Block SE(F), Plot 03, Gulshan Avenue, Gulshan-1, Dhaka-1212 ........Plaintiff <box>16 293 89 311</box>
ad-footer: আমার স্বাক্ষর ও অত্র আদালতের সীলমোহর যুক্তে অদ্য ০৯ মার্চ ২০২৬ <box>97 506 166 517</box>
ad-plaintiff: BANK ASIA PLC., Card Division, Represented by its Divisional Head Through its Authorized officer, Rangs RD Centre, Block SE(F), Plot 03, Gulshan Avenue, Gulshan-1, Dhaka-1212 ........Plaintiff <box>184 61 263 78</box>
ad-versus: VERSUS <box>44 196 61 202</box>
notice-body: এতদ্বারা সংশ্লিষ্ট সকলকে জানানো যাইতেছে যে নিম্নবর্ণিত তফসিল অনুযায়ী সর্বসাধারণের অবগতির জন্য এই বিজ্ঞপ্তি প্রকাশ করা হইল। আগ্রহী ব্যক্তিবর্গকে নির্ধারিত সময়ের মধ্যে প্রয়োজনীয় কাগজপত্রসহ যোগাযোগ করিতে অনুরোধ করা হইল। <box>258 425 360 444</box>
table-cell: যাচাই বাছাই <box>301 463 317 468</box>
ad-versus: VERSUS <box>424 683 440 689</box>
ad-footer: আমার স্বাক্ষর ও অত্র আদালতের সীলমোহর যুক্তে অদ্য ০৯ মার্চ ২০২৬ <box>177 747 247 757</box>
ad-title: সমন/নোটিশ <box>295 548 323 555</box>
ad-defendant: MD. ABDUL KARIM (Defendant), S/O MD. ABDUL HAMID, Present Address: Holding 12, Road 7, Mirpur, Dhaka ............Defendant <box>100 89 173 103</box>
ad-footer: আমার স্বাক্ষর ও অত্র আদালতের সীলমোহর যুক্তে অদ্য ০৯ মার্চ ২০২৬ <box>258 614 360 620</box>
ad-footer: আমার স্বাক্ষর ও অত্র আদালতের সীলমোহর যুক্তে অদ্য ০৯ মার্চ ২০২৬ <box>372 342 486 348</box>
ad-body: এতদ্বারা সংশ্লিষ্ট সকলের অবগতির জন্য জানানো যাইতেছে যে উপরিউক্ত বাদী বিবাদীর বিরুদ্ধে অর্থ ঋণ আদালত আইন ২০০৩ এর ৬ ধারা মোতাবেক মামলা দায়ের করিয়াছেন। অত্র মামলায় বিবাদীকে আদালতে হাজির হইয়া লিখিত জবাব দাখিলের নির্দেশ দেওয়া যাইতেছে। নির্ধারিত তারিখে হাজির না হইলে একতরফা সূত্রে মামলার শুনানী ও নিষ্পত্তি হইবে। <box>16 330 89 361</box>
ad-defendant: MD. ABDUL KARIM (Defendant), S/O MD. ABDUL HAMID, Present Address: Holding 12, Road 7, Mirpur, Dhaka ............Defendant <box>378 581 486 590</box>
court-summons-ad <box>254 648 364 762</box>
ad-ref-line: অত্র আদালতের স্মারক নং-২৫৪/(১), তারিখ: ০৯/০৩/২০২৬ খ্রিঃ <box>97 530 166 541</box>
ad-court: মোকাদ্দমা অর্থ ঋণ আদালতের মামলা নং-__/২৫, ঢাকা। <box>282 54 353 59</box>
ad-title: সমন/নোটিশ <box>37 541 65 548</box>
ad-footer: আমার স্বাক্ষর ও অত্র আদালতের সীলমোহর যুক্তে অদ্য ০৯ মার্চ ২০২৬ <box>378 614 486 620</box>
ad-title: সমন/নোটিশ <box>123 280 150 287</box>
ad-defendant: MD. ABDUL KARIM (Defendant), S/O MD. ABDUL HAMID, Present Address: Holding 12, Road 7, Mirpur, Dhaka ............Defendant <box>97 587 166 600</box>
ad-defendant: MD. ABDUL KARIM (Defendant), S/O MD. ABDUL HAMID, Present Address: Holding 12, Road 7, Mirpur, Dhaka ............Defendant <box>177 700 247 713</box>
table-row <box>259 455 359 462</box>
ad-body: এতদ্বারা সংশ্লিষ্ট সকলের অবগতির জন্য জানানো যাইতেছে যে উপরিউক্ত বাদী বিবাদীর বিরুদ্ধে অর্থ ঋণ আদালত আইন ২০০৩ এর ৬ ধারা মোতাবেক মামলা দায়ের করিয়াছেন। অত্র মামলায় বিবাদীকে আদালতে হাজির হইয়া লিখিত জবাব দাখিলের নির্দেশ দেওয়া যাইতেছে। নির্ধারিত তারিখে হাজির না হইলে একতরফা সূত্রে মামলার শুনানী ও নিষ্পত্তি হইবে। <box>177 595 247 627</box>
ad-ref-line: অত্র আদালতের স্মারক নং-২৫৪/(১), তারিখ: ০৯/০৩/২০২৬ খ্রিঃ <box>16 155 89 166</box>
ad-defendant: MD. ABDUL KARIM (Defendant), S/O MD. ABDUL HAMID, Present Address: Holding 12, Road 7, Mirpur, Dhaka ............Defendant <box>184 199 263 212</box>
ad-defendant: MD. ABDUL KARIM (Defendant), S/O MD. ABDUL HAMID, Present Address: Holding 12, Road 7, Mirpur, Dhaka ............Defendant <box>177 456 247 469</box>
ad-title: সমন/নোটিশ <box>39 280 66 287</box>
ad-court: মোকাদ্দমা অর্থ ঋণ আদালতের মামলা নং-__/২৫, ঢাকা। <box>17 173 88 178</box>
entertainment-feature <box>374 400 490 536</box>
section-title: বিজ্ঞাপন <box>70 12 122 28</box>
ad-title: সমন/নোটিশ <box>295 658 323 665</box>
ad-footer: আমার স্বাক্ষর ও অত্র আদালতের সীলমোহর যুক্তে অদ্য ০৯ মার্চ ২০২৬ <box>275 356 360 361</box>
table-row <box>259 447 359 454</box>
ad-court: মোকাদ্দমা অর্থ ঋণ আদালতের মামলা নং-__/২৫, ঢাকা। <box>101 287 172 292</box>
ad-body: এতদ্বারা সংশ্লিষ্ট সকলের অবগতির জন্য জানানো যাইতেছে যে উপরিউক্ত বাদী বিবাদীর বিরুদ্ধে অর্থ ঋণ আদালত আইন ২০০৩ এর ৬ ধারা মোতাবেক মামলা দায়ের করিয়াছেন। অত্র মামলায় বিবাদীকে আদালতে হাজির হইয়া লিখিত জবাব দাখিলের নির্দেশ দেওয়া যাইতেছে। নির্ধারিত তারিখে হাজির না হইলে একতরফা সূত্রে মামলার শুনানী ও নিষ্পত্তি হইবে। <box>16 712 86 744</box>
ad-court: মোকাদ্দমা অর্থ ঋণ আদালতের মামলা নং-__/২৫, ঢাকা। <box>101 59 172 64</box>
ad-ref-line: অত্র আদালতের স্মারক নং-২৫৪/(১), তারিখ: ০৯/০৩/২০২৬ খ্রিঃ <box>184 155 263 161</box>
ad-defendant: MD. ABDUL KARIM (Defendant), S/O MD. ABDUL HAMID, Present Address: Holding 12, Road 7, Mirpur, Dhaka ............Defendant <box>16 456 86 469</box>
ad-defendant: MD. ABDUL KARIM (Defendant), S/O MD. ABDUL HAMID, Present Address: Holding 12, Road 7, Mirpur, Dhaka ............Defendant <box>16 317 89 331</box>
ad-footer: আমার স্বাক্ষর ও অত্র আদালতের সীলমোহর যুক্তে অদ্য ০৯ মার্চ ২০২৬ <box>17 251 88 260</box>
ad-title: সমন/নোটিশ <box>37 414 65 421</box>
ad-court: মোকাদ্দমা অর্থ ঋণ আদালতের মামলা নং-__/২৫, ঢাকা। <box>396 554 468 559</box>
ad-title: সমন/নোটিশ <box>118 541 145 548</box>
table-cell: ১৫/০৩/২০২৬ <box>332 455 352 460</box>
ad-body: এতদ্বারা সংশ্লিষ্ট সকলের অবগতির জন্য জানানো যাইতেছে যে উপরিউক্ত বাদী বিবাদীর বিরুদ্ধে অর্থ ঋণ আদালত আইন ২০০৩ এর ৬ ধারা মোতাবেক মামলা দায়ের করিয়াছেন। অত্র মামলায় বিবাদীকে আদালতে হাজির হইয়া লিখিত জবাব দাখিলের নির্দেশ দেওয়া যাইতেছে। নির্ধারিত তারিখে হাজির না হইলে একতরফা সূত্রে মামলার শুনানী ও নিষ্পত্তি হইবে। <box>372 89 486 112</box>
ad-body: এতদ্বারা সংশ্লিষ্ট সকলের অবগতির জন্য জানানো যাইতেছে যে উপরিউক্ত বাদী বিবাদীর বিরুদ্ধে অর্থ ঋণ আদালত আইন ২০০৩ এর ৬ ধারা মোতাবেক মামলা দায়ের করিয়াছেন। অত্র মামলায় বিবাদীকে আদালতে হাজির হইয়া লিখিত জবাব দাখিলের নির্দেশ দেওয়া যাইতেছে। নির্ধারিত তারিখে হাজির না হইলে একতরফা সূত্রে মামলার শুনানী ও নিষ্পত্তি হইবে। <box>16 102 89 133</box>
ad-title: সমন/নোটিশ <box>118 658 145 665</box>
table-cell: ০২ <box>273 463 278 468</box>
ad-body: এতদ্বারা সংশ্লিষ্ট সকলের অবগতির জন্য জানানো যাইতেছে যে উপরিউক্ত বাদী বিবাদীর বিরুদ্ধে অর্থ ঋণ আদালত আইন ২০০৩ এর ৬ ধারা মোতাবেক মামলা দায়ের করিয়াছেন। অত্র মামলায় বিবাদীকে আদালতে হাজির হইয়া লিখিত জবাব দাখিলের নির্দেশ দেওয়া যাইতেছে। নির্ধারিত তারিখে হাজির না হইলে একতরফা সূত্রে মামলার শুনানী ও নিষ্পত্তি হইবে। <box>16 595 86 627</box>
ad-ref-line: অত্র আদালতের স্মারক নং-২৫৪/(১), তারিখ: ০৯/০৩/২০২৬ খ্রিঃ <box>372 41 486 47</box>
ad-plaintiff: BANK ASIA PLC., Card Division, Represented by its Divisional Head Through its Authorized officer, Rangs RD Centre, Block SE(F), Plot 03, Gulshan Avenue, Gulshan-1, Dhaka-1212 ........Plaintiff <box>274 289 361 306</box>
table-cell: ২২/০৩/২০২৬ <box>332 463 352 468</box>
ad-plaintiff: BANK ASIA PLC., Card Division, Represented by its Divisional Head Through its Authorized officer, Rangs RD Centre, Block SE(F), Plot 03, Gulshan Avenue, Gulshan-1, Dhaka-1212 ........Plaintiff <box>184 289 263 306</box>
ad-versus: VERSUS <box>309 306 326 312</box>
